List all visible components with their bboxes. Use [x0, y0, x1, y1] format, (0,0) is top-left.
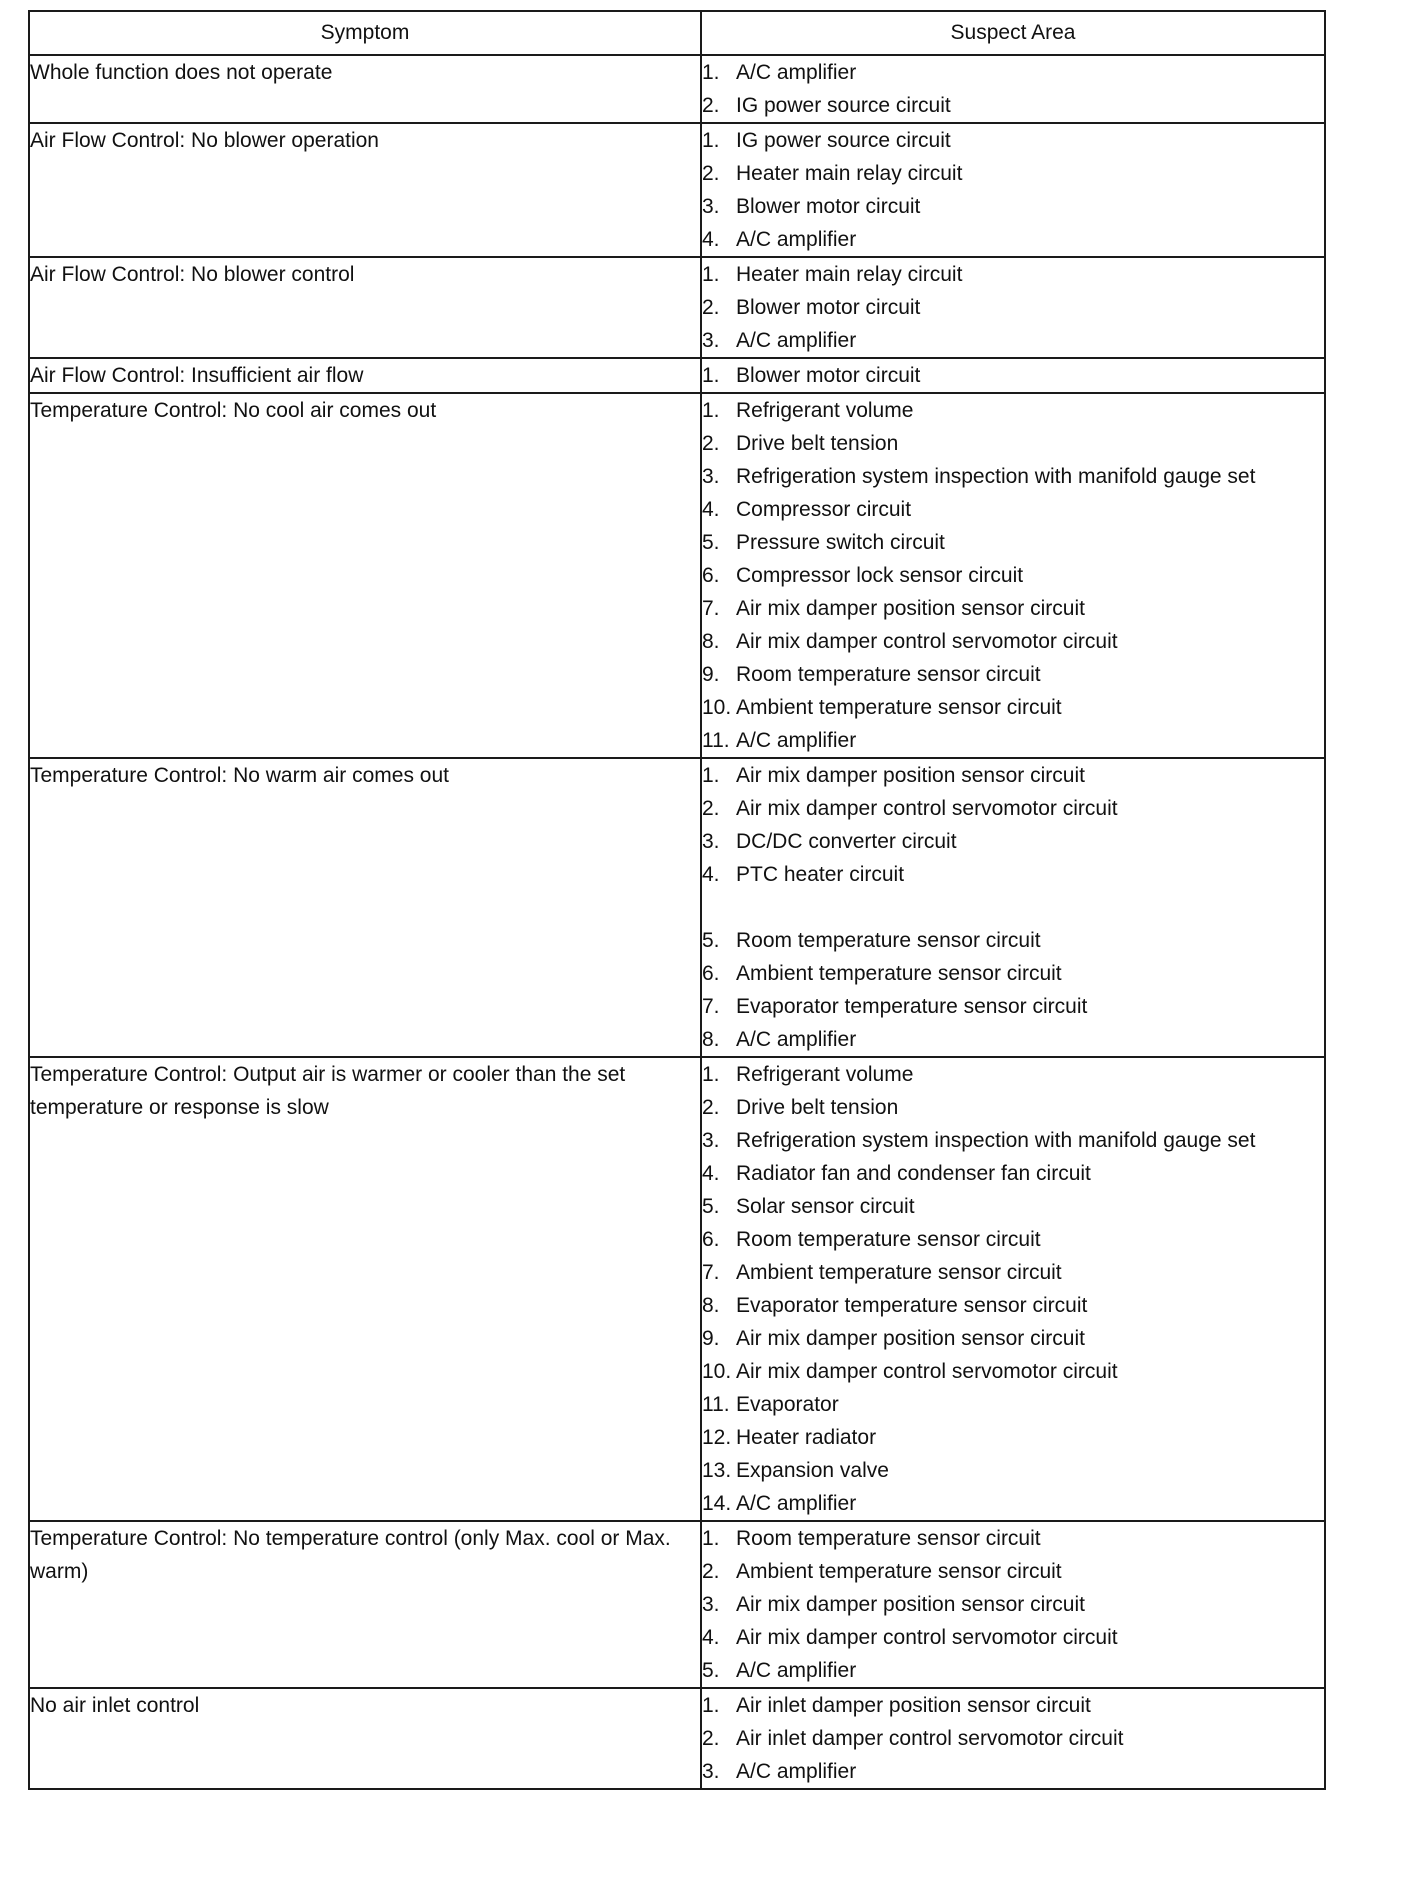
- suspect-item-number: 4.: [702, 228, 720, 251]
- suspect-item-number: 2.: [702, 162, 720, 185]
- suspect-item-text: A/C amplifier: [736, 228, 857, 251]
- suspect-item: [702, 1689, 1324, 1722]
- suspect-item-number: 8.: [702, 1294, 720, 1317]
- suspect-item: [702, 427, 1324, 460]
- suspect-list: [702, 1522, 1324, 1687]
- table-row: [29, 1521, 1325, 1688]
- suspect-item-text: DC/DC converter circuit: [736, 830, 957, 853]
- suspect-item: [702, 1388, 1324, 1421]
- suspect-item-text: Ambient temperature sensor circuit: [736, 1261, 1062, 1284]
- suspect-list: [702, 359, 1324, 392]
- suspect-item-number: 1.: [702, 399, 720, 422]
- suspect-item-text: A/C amplifier: [736, 1659, 857, 1682]
- table-row: [29, 123, 1325, 257]
- suspect-item-text: Air inlet damper position sensor circuit: [736, 1694, 1091, 1717]
- suspect-item: [702, 493, 1324, 526]
- suspect-item: [702, 1555, 1324, 1588]
- suspect-item-number: 8.: [702, 630, 720, 653]
- suspect-item-number: 1.: [702, 263, 720, 286]
- suspect-item-number: 11.: [702, 729, 730, 752]
- suspect-item-text: Room temperature sensor circuit: [736, 663, 1041, 686]
- suspect-area-cell: [701, 393, 1325, 758]
- suspect-area-cell: [701, 55, 1325, 123]
- suspect-item: [702, 223, 1324, 256]
- suspect-item-number: 4.: [702, 498, 720, 521]
- suspect-item: [702, 56, 1324, 89]
- suspect-item-text: A/C amplifier: [736, 1760, 857, 1783]
- suspect-item-number: 3.: [702, 195, 720, 218]
- suspect-item: [702, 89, 1324, 122]
- suspect-area-cell: [701, 758, 1325, 1057]
- suspect-list: [702, 124, 1324, 256]
- suspect-area-cell: [701, 1057, 1325, 1521]
- suspect-list: [702, 759, 1324, 1056]
- suspect-item-text: Air mix damper position sensor circuit: [736, 1327, 1085, 1350]
- suspect-item: [702, 460, 1324, 493]
- suspect-item-text: IG power source circuit: [736, 129, 951, 152]
- suspect-item-number: 13.: [702, 1459, 732, 1482]
- suspect-item-number: 3.: [702, 465, 720, 488]
- suspect-item-text: Evaporator temperature sensor circuit: [736, 1294, 1088, 1317]
- suspect-item-text: Refrigeration system inspection with manifold gauge set: [736, 1129, 1256, 1152]
- symptom-cell: Air Flow Control: Insufficient air flow: [29, 358, 701, 393]
- suspect-item-text: Air mix damper control servomotor circuit: [736, 797, 1118, 820]
- suspect-item: [702, 1124, 1324, 1157]
- suspect-item: [702, 924, 1324, 957]
- suspect-item-number: 2.: [702, 797, 720, 820]
- suspect-list: [702, 1689, 1324, 1788]
- suspect-item: [702, 394, 1324, 427]
- suspect-item-text: Air mix damper control servomotor circuit: [736, 1360, 1118, 1383]
- suspect-item: [702, 1487, 1324, 1520]
- suspect-item-number: 14.: [702, 1492, 732, 1515]
- suspect-area-cell: [701, 123, 1325, 257]
- suspect-item: [702, 526, 1324, 559]
- symptom-cell: Temperature Control: No temperature control (only Max. cool or Max. warm): [29, 1521, 701, 1688]
- suspect-item: [702, 957, 1324, 990]
- table-row: [29, 1057, 1325, 1521]
- suspect-item: [702, 1091, 1324, 1124]
- suspect-item: [702, 559, 1324, 592]
- suspect-item-number: 12.: [702, 1426, 732, 1449]
- suspect-item: [702, 724, 1324, 757]
- suspect-item-text: Air mix damper control servomotor circuit: [736, 1626, 1118, 1649]
- suspect-item: [702, 1755, 1324, 1788]
- suspect-item-text: PTC heater circuit: [736, 863, 905, 886]
- suspect-item-text: Room temperature sensor circuit: [736, 1527, 1041, 1550]
- suspect-item-text: Compressor circuit: [736, 498, 912, 521]
- suspect-item-text: Solar sensor circuit: [736, 1195, 915, 1218]
- suspect-item-text: Heater main relay circuit: [736, 162, 963, 185]
- suspect-item: [702, 592, 1324, 625]
- suspect-item-number: 2.: [702, 1560, 720, 1583]
- table-row: [29, 758, 1325, 1057]
- suspect-item-text: A/C amplifier: [736, 329, 857, 352]
- suspect-item-number: 9.: [702, 663, 720, 686]
- suspect-item-number: 7.: [702, 1261, 720, 1284]
- suspect-item: [702, 691, 1324, 724]
- suspect-item-text: Refrigerant volume: [736, 399, 914, 422]
- suspect-item: [702, 1722, 1324, 1755]
- suspect-item-number: 11.: [702, 1393, 730, 1416]
- symptom-header: Symptom: [29, 11, 701, 55]
- suspect-item: [702, 1522, 1324, 1555]
- suspect-item-number: 2.: [702, 1727, 720, 1750]
- suspect-item: [702, 359, 1324, 392]
- suspect-item: [702, 324, 1324, 357]
- suspect-item-text: IG power source circuit: [736, 94, 951, 117]
- suspect-item-number: 6.: [702, 1228, 720, 1251]
- suspect-item-text: Air mix damper control servomotor circuit: [736, 630, 1118, 653]
- suspect-item-text: Ambient temperature sensor circuit: [736, 696, 1062, 719]
- suspect-item: [702, 658, 1324, 691]
- suspect-item: [702, 1421, 1324, 1454]
- suspect-item-number: 8.: [702, 1028, 720, 1051]
- suspect-item: [702, 1289, 1324, 1322]
- suspect-item-number: 4.: [702, 1626, 720, 1649]
- suspect-item: [702, 258, 1324, 291]
- suspect-item-number: 7.: [702, 597, 720, 620]
- suspect-item: [702, 1256, 1324, 1289]
- header-row: [29, 11, 1325, 55]
- suspect-item-text: Heater radiator: [736, 1426, 877, 1449]
- suspect-list: [702, 394, 1324, 757]
- suspect-item-text: Air mix damper position sensor circuit: [736, 1593, 1085, 1616]
- suspect-item: [702, 990, 1324, 1023]
- suspect-item: [702, 1023, 1324, 1056]
- suspect-item-text: Drive belt tension: [736, 432, 899, 455]
- suspect-item-number: 2.: [702, 296, 720, 319]
- symptom-cell: Whole function does not operate: [29, 55, 701, 123]
- suspect-item-text: Room temperature sensor circuit: [736, 929, 1041, 952]
- suspect-item-text: Air mix damper position sensor circuit: [736, 597, 1085, 620]
- suspect-item-number: 3.: [702, 1760, 720, 1783]
- suspect-area-cell: [701, 358, 1325, 393]
- suspect-list: [702, 1058, 1324, 1520]
- suspect-item: [702, 1157, 1324, 1190]
- symptom-cell: No air inlet control: [29, 1688, 701, 1789]
- suspect-item: [702, 1058, 1324, 1091]
- suspect-item-number: 7.: [702, 995, 720, 1018]
- suspect-area-cell: [701, 1688, 1325, 1789]
- suspect-item-text: Evaporator: [736, 1393, 839, 1416]
- suspect-item-number: 2.: [702, 432, 720, 455]
- suspect-item-text: Ambient temperature sensor circuit: [736, 1560, 1062, 1583]
- symptom-table: [28, 10, 1326, 1790]
- table-row: [29, 257, 1325, 358]
- suspect-item: [702, 1223, 1324, 1256]
- suspect-item-number: 3.: [702, 329, 720, 352]
- suspect-item-text: Room temperature sensor circuit: [736, 1228, 1041, 1251]
- suspect-item-number: 3.: [702, 1593, 720, 1616]
- suspect-item: [702, 1190, 1324, 1223]
- suspect-item-text: Blower motor circuit: [736, 296, 921, 319]
- suspect-item-number: 3.: [702, 830, 720, 853]
- suspect-item-number: 6.: [702, 564, 720, 587]
- suspect-item: [702, 190, 1324, 223]
- suspect-item-number: 3.: [702, 1129, 720, 1152]
- suspect-item-text: A/C amplifier: [736, 1028, 857, 1051]
- suspect-item: [702, 792, 1324, 825]
- suspect-item-number: 2.: [702, 94, 720, 117]
- suspect-item: [702, 1588, 1324, 1621]
- suspect-item-text: A/C amplifier: [736, 61, 857, 84]
- suspect-item-text: Refrigeration system inspection with manifold gauge set: [736, 465, 1256, 488]
- suspect-item-text: Blower motor circuit: [736, 195, 921, 218]
- suspect-item-number: 10.: [702, 696, 732, 719]
- suspect-item-text: Expansion valve: [736, 1459, 889, 1482]
- suspect-item-text: Radiator fan and condenser fan circuit: [736, 1162, 1091, 1185]
- table-row: [29, 393, 1325, 758]
- table-row: [29, 1688, 1325, 1789]
- suspect-item-text: Heater main relay circuit: [736, 263, 963, 286]
- table-row: [29, 55, 1325, 123]
- symptom-cell: Temperature Control: No warm air comes out: [29, 758, 701, 1057]
- suspect-item: [702, 1322, 1324, 1355]
- suspect-item-text: A/C amplifier: [736, 1492, 857, 1515]
- suspect-item-number: 5.: [702, 1659, 720, 1682]
- suspect-item-number: 5.: [702, 1195, 720, 1218]
- suspect-item-text: Blower motor circuit: [736, 364, 921, 387]
- symptom-cell: Air Flow Control: No blower operation: [29, 123, 701, 257]
- suspect-item: [702, 825, 1324, 858]
- suspect-item-text: Air mix damper position sensor circuit: [736, 764, 1085, 787]
- suspect-item: [702, 291, 1324, 324]
- suspect-item-text: Pressure switch circuit: [736, 531, 945, 554]
- suspect-item-text: Drive belt tension: [736, 1096, 899, 1119]
- suspect-item-number: 5.: [702, 531, 720, 554]
- suspect-item: [702, 1621, 1324, 1654]
- suspect-item: [702, 124, 1324, 157]
- suspect-item-number: 9.: [702, 1327, 720, 1350]
- symptom-cell: Temperature Control: Output air is warmer or cooler than the set temperature or response is slow: [29, 1057, 701, 1521]
- suspect-item-text: Compressor lock sensor circuit: [736, 564, 1024, 587]
- suspect-item-number: 1.: [702, 764, 720, 787]
- suspect-item-number: 1.: [702, 61, 720, 84]
- suspect-item-number: 2.: [702, 1096, 720, 1119]
- suspect-area-cell: [701, 257, 1325, 358]
- suspect-item-number: 6.: [702, 962, 720, 985]
- suspect-item: [702, 1355, 1324, 1388]
- suspect-item-number: 1.: [702, 129, 720, 152]
- suspect-item-text: Refrigerant volume: [736, 1063, 914, 1086]
- suspect-item-number: 1.: [702, 1063, 720, 1086]
- suspect-list: [702, 258, 1324, 357]
- suspect-area-header: Suspect Area: [701, 11, 1325, 55]
- suspect-item-text: Ambient temperature sensor circuit: [736, 962, 1062, 985]
- suspect-area-cell: [701, 1521, 1325, 1688]
- suspect-item-number: 10.: [702, 1360, 732, 1383]
- suspect-item: [702, 759, 1324, 792]
- suspect-item: [702, 1454, 1324, 1487]
- suspect-item: [702, 625, 1324, 658]
- suspect-item-number: 4.: [702, 1162, 720, 1185]
- suspect-item-number: 1.: [702, 1527, 720, 1550]
- table-body: [29, 55, 1325, 1789]
- suspect-item-text: A/C amplifier: [736, 729, 857, 752]
- suspect-item: [702, 1654, 1324, 1687]
- suspect-item: [702, 157, 1324, 190]
- suspect-item-number: 5.: [702, 929, 720, 952]
- suspect-list: [702, 56, 1324, 122]
- suspect-item-text: Evaporator temperature sensor circuit: [736, 995, 1088, 1018]
- suspect-item-text: Air inlet damper control servomotor circuit: [736, 1727, 1124, 1750]
- suspect-item: [702, 858, 1324, 891]
- symptom-cell: Temperature Control: No cool air comes out: [29, 393, 701, 758]
- suspect-item-number: 4.: [702, 863, 720, 886]
- suspect-item-number: 1.: [702, 1694, 720, 1717]
- symptom-cell: Air Flow Control: No blower control: [29, 257, 701, 358]
- suspect-item-number: 1.: [702, 364, 720, 387]
- table-row: [29, 358, 1325, 393]
